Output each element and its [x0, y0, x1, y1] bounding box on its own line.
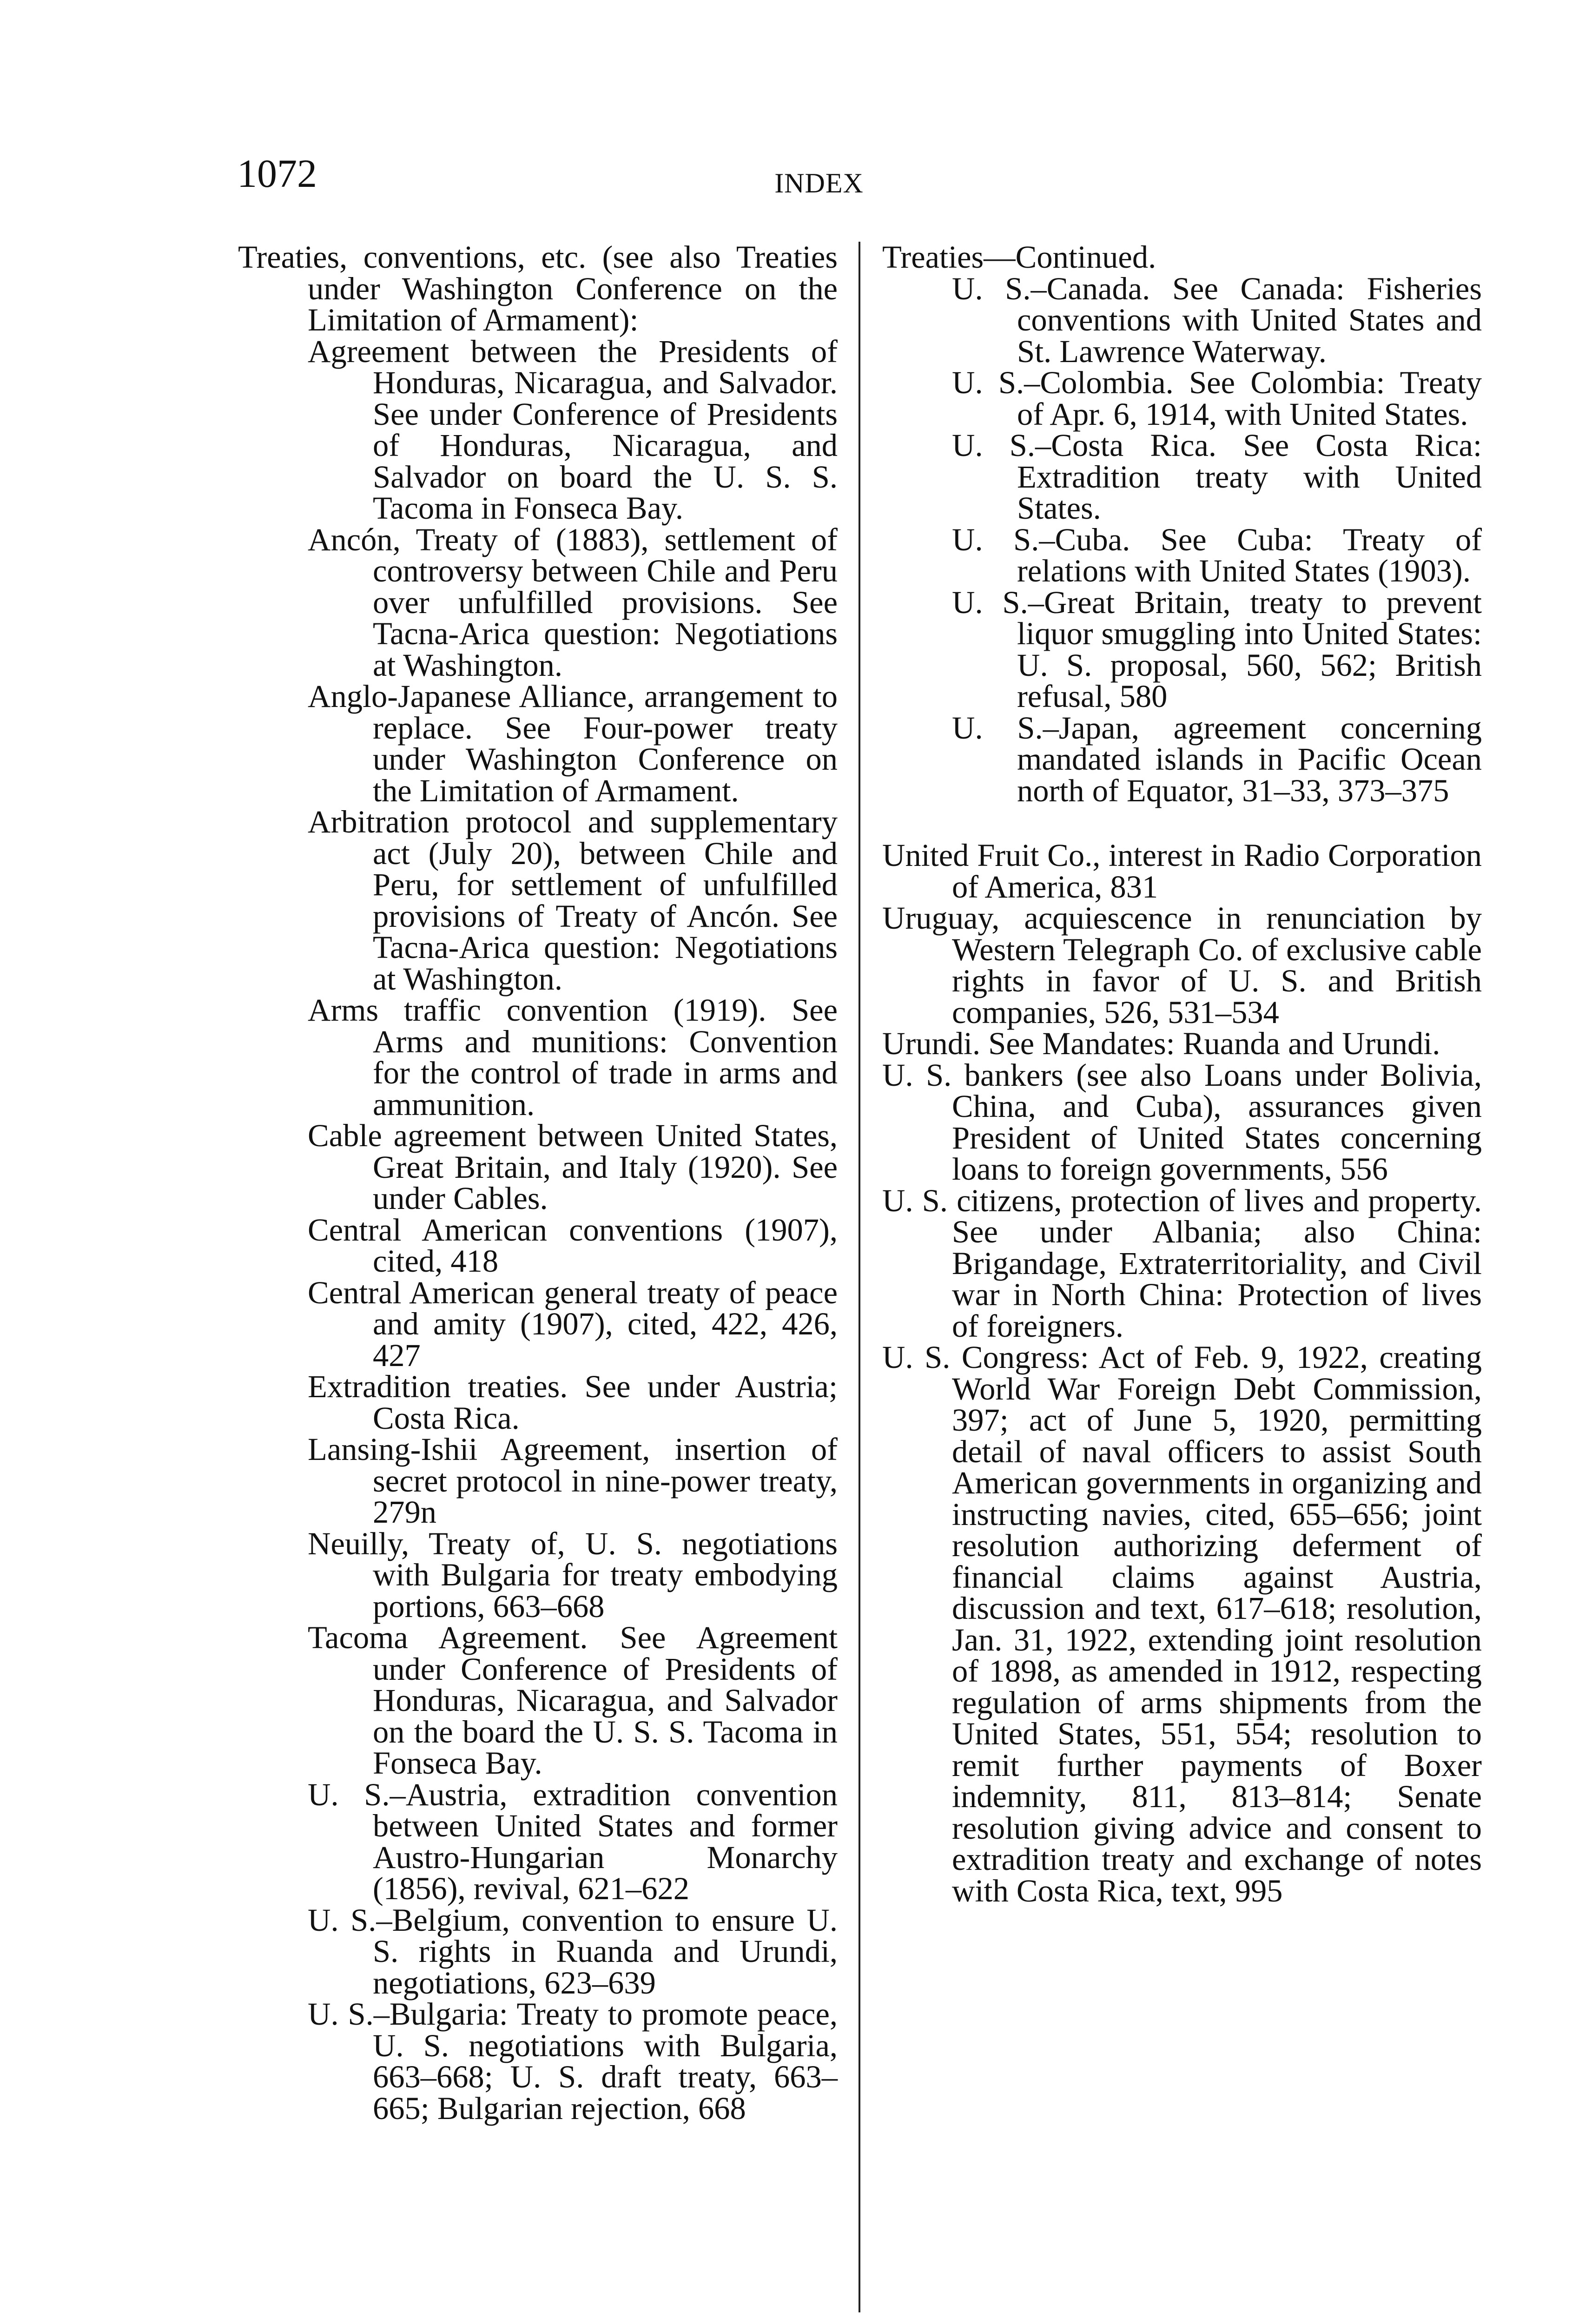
- index-entry: Uruguay, acquiescence in renunciation by Western Telegraph Co. of exclusive cable rights in favor of U. S. and British companies, 526, 531–534: [882, 900, 1482, 1030]
- index-subentry: Central American general treaty of peace and amity (1907), cited, 422, 426, 427: [308, 1274, 838, 1373]
- index-subentry: U. S.–Costa Rica. See Costa Rica: Extradition treaty with United States.: [952, 428, 1482, 526]
- index-subentry: Cable agreement between United States, Great Britain, and Italy (1920). See under Cables.: [308, 1118, 838, 1216]
- index-subentry: U. S.–Colombia. See Colombia: Treaty of Apr. 6, 1914, with United States.: [952, 365, 1482, 432]
- index-entry: United Fruit Co., interest in Radio Corporation of America, 831: [882, 838, 1482, 905]
- index-subentry: Arbitration protocol and supplementary act (July 20), between Chile and Peru, for settlement of unfulfilled provisions of Treaty of Ancón. See Tacna-Arica question: Negotiations at Washington.: [308, 804, 838, 997]
- index-subentry: Extradition treaties. See under Austria; Costa Rica.: [308, 1369, 838, 1436]
- index-subentry: U. S.–Cuba. See Cuba: Treaty of relations with United States (1903).: [952, 522, 1482, 588]
- index-subentry: U. S.–Great Britain, treaty to prevent liquor smuggling into United States: U. S. proposal, 560, 562; British refusal, 580: [952, 584, 1482, 714]
- index-subentry: U. S.–Canada. See Canada: Fisheries conventions with United States and St. Lawrence Waterway.: [952, 271, 1482, 369]
- continued-heading: Treaties—Continued.: [882, 239, 1156, 275]
- index-subentry: Central American conventions (1907), cited, 418: [308, 1212, 838, 1279]
- index-entry: U. S. Congress: Act of Feb. 9, 1922, creating World War Foreign Debt Commission, 397; act of June 5, 1920, permitting detail of naval officers to assist South American governments in organizing and instructing navies, cited, 655–656; joint resolution authorizing deferment of financial claims against Austria, discussion and text, 617–618; resolution, Jan. 31, 1922, extending joint resolution of 1898, as amended in 1912, respecting regulation of arms shipments from the United States, 551, 554; resolution to remit further payments of Boxer indemnity, 811, 813–814; Senate resolution giving advice and consent to extradition treaty and exchange of notes with Costa Rica, text, 995: [882, 1340, 1482, 1908]
- index-subentry: U. S.–Belgium, convention to ensure U. S. rights in Ruanda and Urundi, negotiations, 623–639: [308, 1902, 838, 2000]
- index-subentry: Ancón, Treaty of (1883), settlement of controversy between Chile and Peru over unfulfilled provisions. See Tacna-Arica question: Negotiations at Washington.: [308, 522, 838, 683]
- column-divider: [859, 242, 860, 2312]
- left-column: [238, 239, 838, 2126]
- index-subentry: U. S.–Austria, extradition convention between United States and former Austro-Hungarian Monarchy (1856), revival, 621–622: [308, 1776, 838, 1906]
- index-subentry: Neuilly, Treaty of, U. S. negotiations with Bulgaria for treaty embodying portions, 663–668: [308, 1525, 838, 1624]
- index-subentry: Agreement between the Presidents of Honduras, Nicaragua, and Salvador. See under Conference of Presidents of Honduras, Nicaragua, and Salvador on board the U. S. S. Tacoma in Fonseca Bay.: [308, 333, 838, 526]
- index-heading: Treaties, conventions, etc. (see also Treaties under Washington Conference on the Limitation of Armament):: [238, 239, 838, 337]
- index-subentry: U. S.–Japan, agreement concerning mandated islands in Pacific Ocean north of Equator, 31–33, 373–375: [952, 710, 1482, 808]
- index-entry: U. S. bankers (see also Loans under Bolivia, China, and Cuba), assurances given President of United States concerning loans to foreign governments, 556: [882, 1057, 1482, 1187]
- running-head: INDEX: [774, 168, 864, 198]
- index-subentry: U. S.–Bulgaria: Treaty to promote peace, U. S. negotiations with Bulgaria, 663–668; U. S. draft treaty, 663–665; Bulgarian rejection, 668: [308, 1996, 838, 2126]
- index-subentry: Tacoma Agreement. See Agreement under Conference of Presidents of Honduras, Nicaragua, and Salvador on the board the U. S. S. Tacoma in Fonseca Bay.: [308, 1620, 838, 1781]
- index-subentry: Arms traffic convention (1919). See Arms and munitions: Convention for the control of trade in arms and ammunition.: [308, 992, 838, 1122]
- right-column: [882, 239, 1482, 1908]
- index-subentry: Lansing-Ishii Agreement, insertion of secret protocol in nine-power treaty, 279n: [308, 1432, 838, 1530]
- index-subentry: Anglo-Japanese Alliance, arrangement to replace. See Four-power treaty under Washington Conference on the Limitation of Armament.: [308, 679, 838, 808]
- page-number: 1072: [237, 151, 317, 196]
- index-entry: Urundi. See Mandates: Ruanda and Urundi.: [882, 1026, 1440, 1061]
- index-entry: U. S. citizens, protection of lives and property. See under Albania; also China: Brigandage, Extraterritoriality, and Civil war in North China: Protection of lives of foreigners.: [882, 1182, 1482, 1344]
